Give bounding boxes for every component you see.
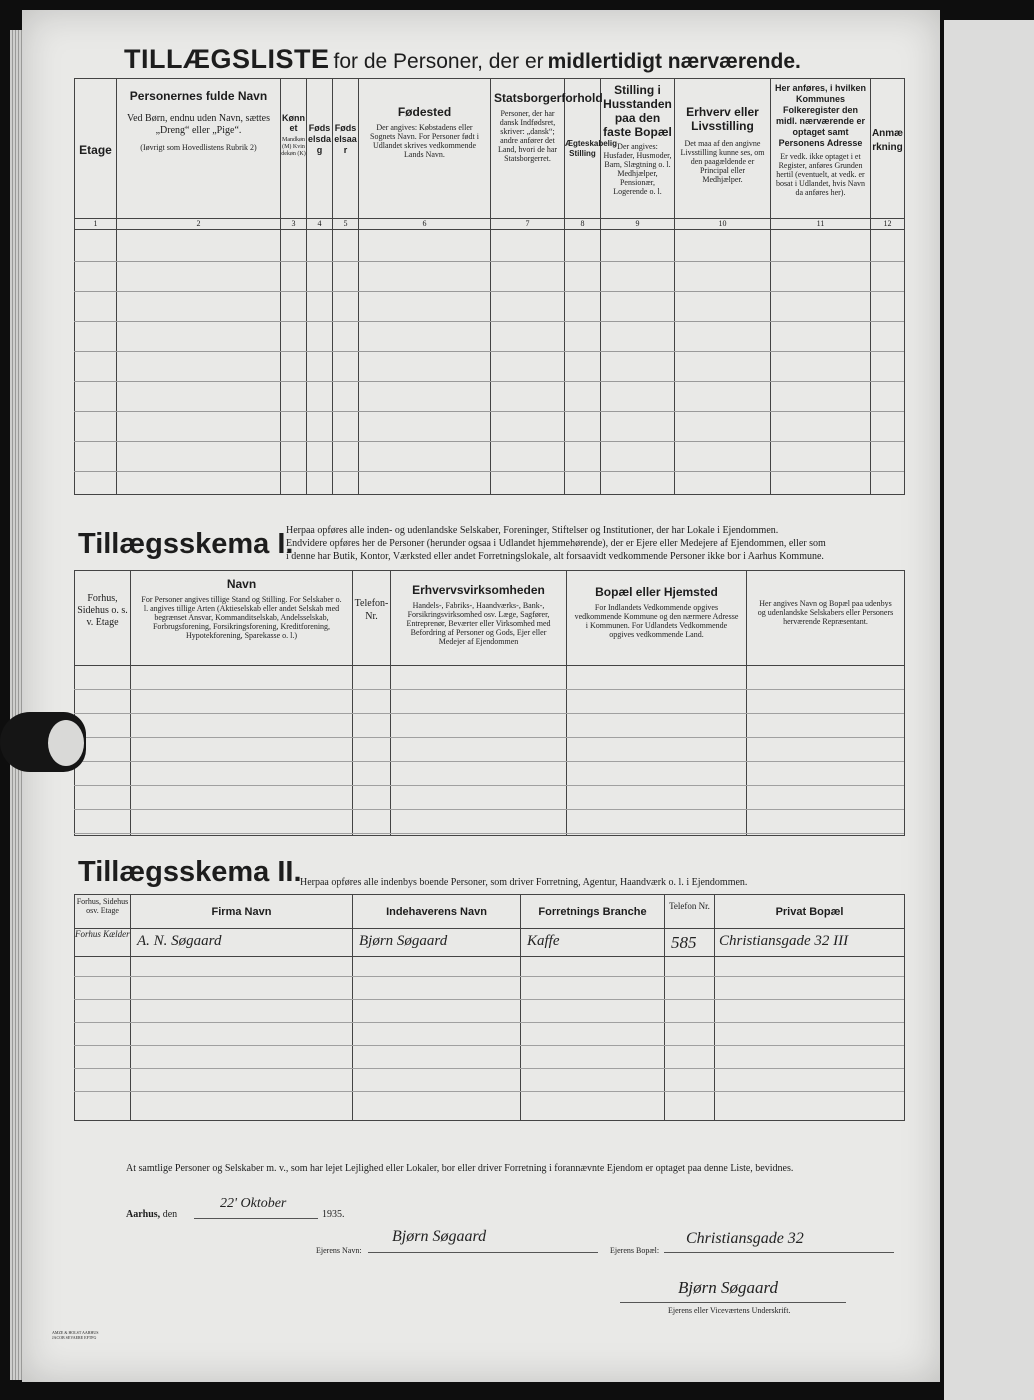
footer-place: Aarhus, xyxy=(126,1209,161,1220)
col-head-label: Kønnet xyxy=(282,113,305,133)
skema1-col-telefon xyxy=(353,571,391,666)
owner-name-label: Ejerens Navn: xyxy=(316,1246,362,1255)
footer-date[interactable]: 22' Oktober xyxy=(220,1196,287,1211)
col-head-label: Fødselsaar xyxy=(334,123,357,155)
col-head-label: Ægteskabelig Stilling xyxy=(565,139,618,158)
skema2-cell-indehaver[interactable]: Bjørn Søgaard xyxy=(353,929,521,957)
skema2-header-row xyxy=(75,895,905,929)
col-head-sub: For Personer angives tillige Stand og Stilling. For Selskaber o. l. angives tillige Arten (Aktieselskab eller andet Selskab med begrænset Ansvar, Kommanditselskab, Andelsselskab, Forbrugsforening, Forsikringsforening, Kreditforening, Hypotekforening, Sparekasse o. l.) xyxy=(141,595,342,640)
date-underline xyxy=(194,1218,318,1219)
col-number: 8 xyxy=(565,219,601,230)
col-head-sub: Her angives Navn og Bopæl paa udenbys og udenlandske Selskabers eller Personers herværende Repræsentant. xyxy=(757,599,894,626)
col-head-sub: Mandkøn (M) Kvindekøn (K) xyxy=(281,137,306,157)
owner-name-underline xyxy=(368,1252,598,1253)
footer-statement: At samtlige Personer og Selskaber m. v., som har lejet Lejlighed eller Lokaler, bor eller driver Forretning i forannævnte Ejendom er optaget paa denne Liste, bevidnes. xyxy=(126,1163,794,1174)
col-head-stilling xyxy=(601,79,675,219)
skema1-header-row xyxy=(75,571,905,666)
col-head-folkeregister xyxy=(771,79,871,219)
col-number: 3 xyxy=(281,219,307,230)
owner-address-label: Ejerens Bopæl: xyxy=(610,1246,660,1255)
footer-den: den xyxy=(162,1209,178,1220)
col-head-label: Erhvervsvirksomheden xyxy=(412,583,545,597)
skema2-col-branche: Forretnings Branche xyxy=(521,895,665,929)
skema1-intro xyxy=(286,524,906,563)
col-head-label: Erhverv eller Livsstilling xyxy=(686,105,759,133)
col-number: 5 xyxy=(333,219,359,230)
list-header-row xyxy=(75,79,905,219)
col-head-label: Forhus, Sidehus o. s. v. Etage xyxy=(77,593,128,628)
thumb-nail xyxy=(48,720,84,766)
col-head-sub: Ved Børn, endnu uden Navn, sættes „Dreng“ eller „Pige“. xyxy=(126,113,271,136)
owner-name[interactable]: Bjørn Søgaard xyxy=(392,1228,487,1245)
skema2-col-telefon: Telefon Nr. xyxy=(665,895,715,929)
skema2-cell-etage[interactable]: Forhus Kælder xyxy=(75,929,131,957)
skema2-col-firma: Firma Navn xyxy=(131,895,353,929)
col-head-sub: Der angives: Købstadens eller Sognets Navn. For Personer født i Udlandet skrives vedkommende Lands Navn. xyxy=(370,123,479,159)
col-number: 2 xyxy=(117,219,281,230)
col-head-label: Telefon-Nr. xyxy=(354,598,389,622)
col-head-label: Fødselsdag xyxy=(307,123,331,155)
col-head-fodselsaar xyxy=(333,79,359,219)
skema1-col-etage xyxy=(75,571,131,666)
skema2-col-indehaver: Indehaverens Navn xyxy=(353,895,521,929)
col-head-sub: Det maa af den angivne Livsstilling kunne ses, om den paagældende er Principal eller Medhjælper. xyxy=(680,139,765,184)
col-head-label: Statsborgerforhold xyxy=(494,91,603,105)
col-number: 10 xyxy=(675,219,771,230)
col-head-label: Personernes fulde Navn xyxy=(129,89,268,103)
skema1-col-repraesentant xyxy=(747,571,905,666)
col-head-label: Her anføres, i hvilken Kommunes Folkeregister den midl. nærværende er optaget samt Personens Adresse xyxy=(774,83,867,148)
skema1-col-navn xyxy=(131,571,353,666)
owner-address-underline xyxy=(664,1252,894,1253)
col-head-sub: Handels-, Fabriks-, Haandværks-, Bank-, Forsikringsvirksomhed osv. Læge, Sagfører, Entreprenør, Beværter eller Virksomhed med Befordring af Personer og Gods, Ejer eller Medejer af Ejendommen xyxy=(406,601,551,646)
skema2-title: Tillægsskema II. xyxy=(78,856,302,888)
printer-imprint: AMZE & HOLST AARHUS JACOB SEVAERE EFTFG xyxy=(52,1330,99,1340)
skema1-intro-line: Herpaa opføres alle inden- og udenlandske Selskaber, Foreninger, Stiftelser og Institutioner, der har Lokale i Ejendommen. xyxy=(286,525,779,536)
skema2-cell-firma[interactable]: A. N. Søgaard xyxy=(131,929,353,957)
col-number: 11 xyxy=(771,219,871,230)
page-title xyxy=(124,44,801,75)
skema2-cell-bopael[interactable]: Christiansgade 32 III xyxy=(715,929,905,957)
col-head-anmaerkning xyxy=(871,79,905,219)
title-bold-tail: midlertidigt nærværende. xyxy=(547,50,801,73)
skema2-ruled-lines xyxy=(74,954,904,1114)
title-main: TILLÆGSLISTE xyxy=(124,44,330,74)
col-head-navn xyxy=(117,79,281,219)
owner-address[interactable]: Christiansgade 32 xyxy=(686,1230,804,1247)
col-number: 6 xyxy=(359,219,491,230)
col-head-label: Fødested xyxy=(397,105,452,119)
signature-label: Ejerens eller Viceværtens Underskrift. xyxy=(668,1306,791,1315)
skema2-row xyxy=(75,929,905,957)
skema2-cell-branche[interactable]: Kaffe xyxy=(521,929,665,957)
col-head-label: Bopæl eller Hjemsted xyxy=(595,585,718,599)
skema1-ruled-lines xyxy=(74,666,904,834)
col-number: 1 xyxy=(75,219,117,230)
next-page-edge xyxy=(944,20,1034,1400)
skema1-intro-line: i denne har Butik, Kontor, Værksted eller andet Forretningslokale, alt forsaavidt vedkommende Personer ikke bor i Aarhus Kommune. xyxy=(286,551,824,562)
col-head-note: (Iøvrigt som Hovedlistens Rubrik 2) xyxy=(140,143,257,152)
list-number-row xyxy=(75,219,905,230)
col-head-label: Stilling i Husstanden paa den faste Bopæl xyxy=(603,83,672,139)
col-head-fodselsdag xyxy=(307,79,333,219)
footer-date-line xyxy=(126,1208,177,1221)
col-head-sub: For Indlandets Vedkommende opgives vedkommende Kommune og den nærmere Adresse i Kommunen. For Udlandets Vedkommende opgives vedkommende Land. xyxy=(574,603,739,639)
skema2-intro: Herpaa opføres alle indenbys boende Personer, som driver Forretning, Agentur, Haandværk o. l. i Ejendommen. xyxy=(300,877,748,888)
footer-year: 1935. xyxy=(322,1209,345,1220)
col-head-sub: Der angives: Husfader, Husmoder, Barn, Slægtning o. l. Medhjælper, Pensionær, Logerende o. l. xyxy=(603,142,672,196)
col-head-sub: Personer, der har dansk Indfødsret, skriver: „dansk“; andre anfører det Land, hvori de har Statsborgerret. xyxy=(497,109,558,163)
form-page xyxy=(22,10,940,1382)
signature-underline xyxy=(620,1302,846,1303)
col-head-etage xyxy=(75,79,117,219)
col-head-erhverv xyxy=(675,79,771,219)
owner-signature[interactable]: Bjørn Søgaard xyxy=(678,1278,778,1297)
col-number: 9 xyxy=(601,219,675,230)
skema2-col-etage: Forhus, Sidehus osv. Etage xyxy=(75,895,131,929)
skema1-title: Tillægsskema I. xyxy=(78,528,294,560)
skema1-col-erhverv xyxy=(391,571,567,666)
col-head-fodested xyxy=(359,79,491,219)
skema2-col-bopael: Privat Bopæl xyxy=(715,895,905,929)
title-rest: for de Personer, der er xyxy=(333,50,544,73)
col-number: 7 xyxy=(491,219,565,230)
list-ruled-lines xyxy=(74,232,904,492)
col-number: 12 xyxy=(871,219,905,230)
col-head-sub: Er vedk. ikke optaget i et Register, anføres Grunden hertil (eventuelt, at vedk. er bosat i Udlandet, hvis Navn da anføres her). xyxy=(775,152,866,197)
col-head-label: Navn xyxy=(226,577,257,591)
col-head-label: Etage xyxy=(79,143,112,157)
skema2-cell-telefon[interactable]: 585 xyxy=(665,929,715,957)
col-head-konnet xyxy=(281,79,307,219)
skema1-intro-line: Endvidere opføres her de Personer (herunder ogsaa i Udlandet hjemmehørende), der er Ejere eller Medejere af Ejendommen, eller som xyxy=(286,538,826,549)
col-number: 4 xyxy=(307,219,333,230)
skema1-col-bopael xyxy=(567,571,747,666)
col-head-label: Anmærkning xyxy=(871,128,904,153)
